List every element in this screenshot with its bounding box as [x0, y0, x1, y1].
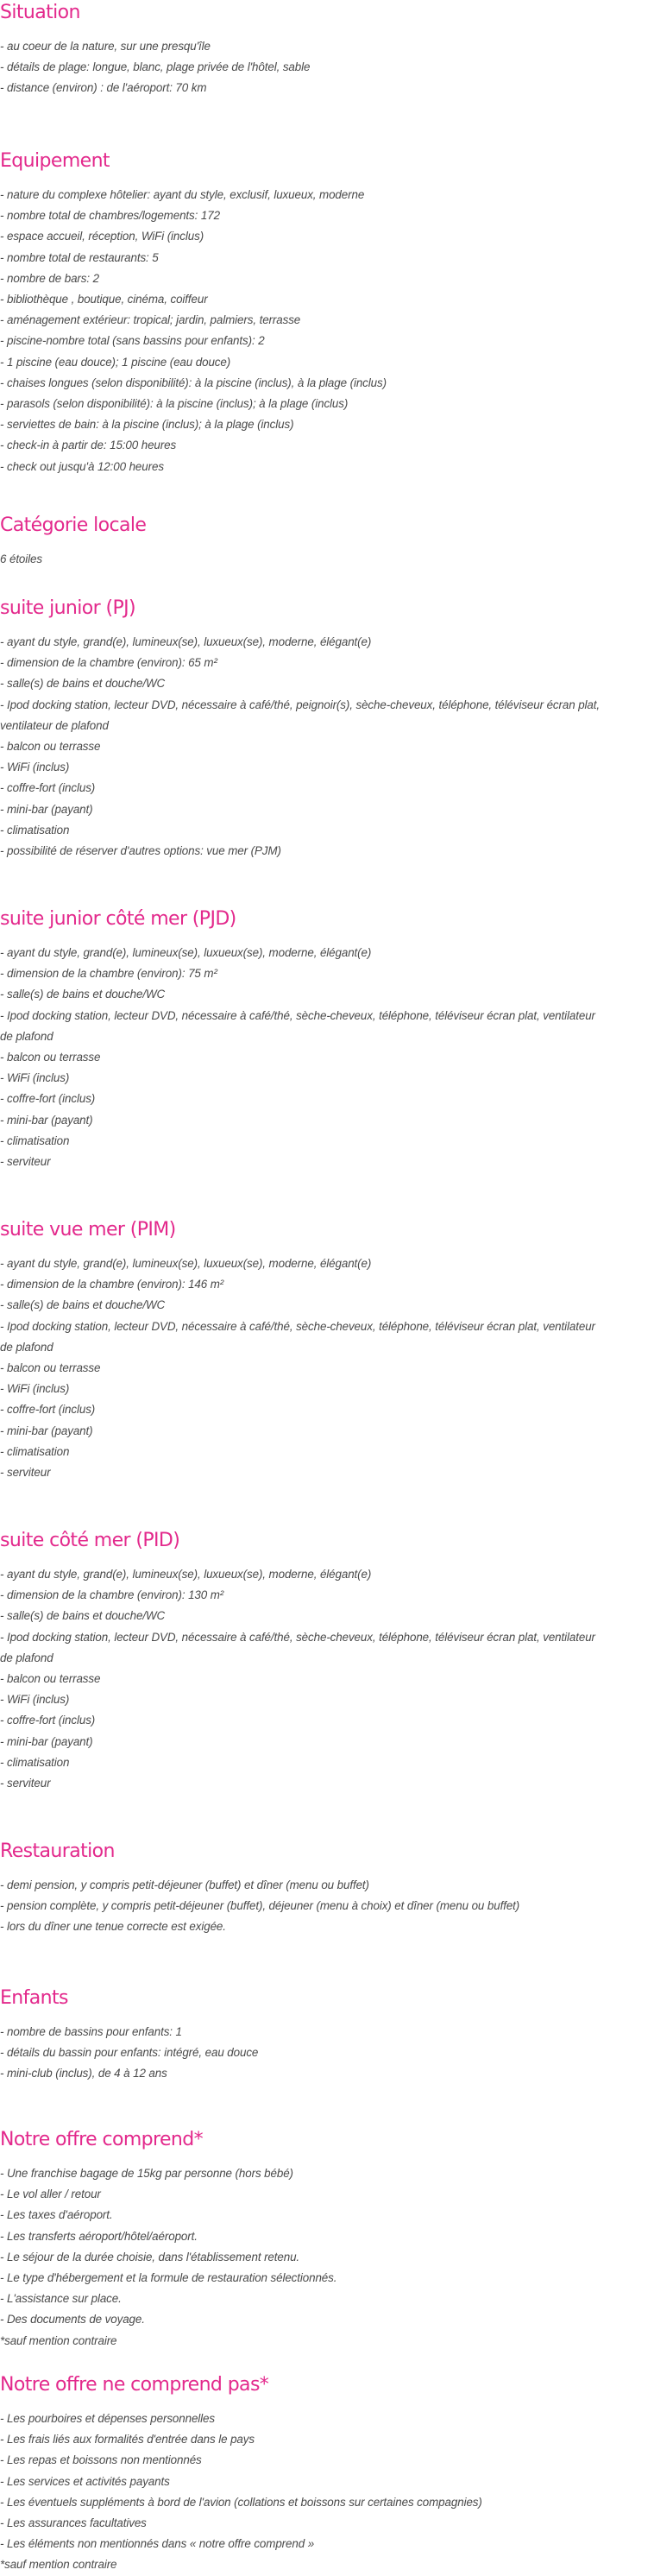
section-line: de plafond [0, 1651, 53, 1664]
section-suite-junior [0, 596, 654, 862]
section-line: - Les pourboires et dépenses personnelles [0, 2412, 215, 2425]
section-lines [0, 1564, 651, 1794]
section-suite-vue-mer [0, 1217, 654, 1483]
section-title: suite côté mer (PID) [0, 1530, 180, 1551]
section-line: - chaises longues (selon disponibilité): à la piscine (inclus), à la plage (inclus) [0, 376, 387, 389]
section-line: - ayant du style, grand(e), lumineux(se), luxueux(se), moderne, élégant(e) [0, 1568, 372, 1581]
section-line: - parasols (selon disponibilité): à la piscine (inclus); à la plage (inclus) [0, 397, 349, 411]
section-line: - détails de plage: longue, blanc, plage privée de l'hôtel, sable [0, 60, 311, 74]
section-categorie-locale [0, 513, 654, 570]
section-lines [0, 1875, 651, 1938]
section-line: - ayant du style, grand(e), lumineux(se), luxueux(se), moderne, élégant(e) [0, 635, 372, 648]
section-line: - nombre total de chambres/logements: 172 [0, 209, 220, 223]
section-title: suite vue mer (PIM) [0, 1219, 176, 1241]
section-line: - climatisation [0, 1133, 70, 1147]
section-line: - nombre de bassins pour enfants: 1 [0, 2025, 182, 2038]
section-line: - balcon ou terrasse [0, 740, 101, 754]
section-line: - nature du complexe hôtelier: ayant du style, exclusif, luxueux, moderne [0, 188, 365, 201]
section-line: - L'assistance sur place. [0, 2292, 122, 2306]
section-line: - check-in à partir de: 15:00 heures [0, 439, 177, 452]
section-lines [0, 36, 651, 99]
section-line: - coffre-fort (inclus) [0, 1092, 96, 1106]
section-line: - balcon ou terrasse [0, 1361, 101, 1375]
section-line: - Ipod docking station, lecteur DVD, nécessaire à café/thé, sèche-cheveux, téléphone, téléviseur écran plat, ventilateur [0, 1319, 595, 1333]
section-title: Situation [0, 2, 80, 23]
section-line: - bibliothèque , boutique, cinéma, coiffeur [0, 293, 208, 306]
section-line: - nombre de bars: 2 [0, 271, 99, 285]
section-line: - Les transferts aéroport/hôtel/aéroport. [0, 2229, 198, 2243]
section-line: - Les éventuels suppléments à bord de l'avion (collations et boissons sur certaines compagnies) [0, 2495, 482, 2509]
section-line: - Les taxes d'aéroport. [0, 2208, 113, 2222]
section-title: Notre offre comprend* [0, 2129, 204, 2150]
section-line: - coffre-fort (inclus) [0, 1403, 96, 1417]
section-line: - serviteur [0, 1777, 51, 1790]
section-equipement [0, 148, 654, 477]
section-line: de plafond [0, 1340, 53, 1354]
section-line: - nombre total de restaurants: 5 [0, 250, 159, 264]
section-line: - lors du dîner une tenue correcte est exigée. [0, 1920, 226, 1934]
section-line: - Des documents de voyage. [0, 2313, 145, 2327]
section-line: - serviettes de bain: à la piscine (inclus); à la plage (inclus) [0, 418, 294, 432]
section-line: - demi pension, y compris petit-déjeuner (buffet) et dîner (menu ou buffet) [0, 1878, 369, 1891]
section-line: - salle(s) de bains et douche/WC [0, 1609, 166, 1623]
section-lines [0, 1253, 651, 1483]
section-line: - mini-club (inclus), de 4 à 12 ans [0, 2067, 167, 2080]
section-title: Restauration [0, 1840, 115, 1862]
section-line: de plafond [0, 1029, 53, 1043]
section-line: - dimension de la chambre (environ): 65 m² [0, 656, 217, 670]
section-lines [0, 549, 651, 570]
section-title: Enfants [0, 1987, 68, 2009]
section-line: - balcon ou terrasse [0, 1051, 101, 1064]
section-line: - serviteur [0, 1155, 51, 1169]
section-lines [0, 2022, 651, 2085]
section-line: - piscine-nombre total (sans bassins pour enfants): 2 [0, 334, 265, 348]
section-line: - dimension de la chambre (environ): 75 m² [0, 967, 217, 981]
section-line: - climatisation [0, 1755, 70, 1769]
section-lines [0, 185, 651, 477]
section-line: - coffre-fort (inclus) [0, 1714, 96, 1727]
section-lines [0, 632, 651, 862]
section-line: - Les frais liés aux formalités d'entrée dans le pays [0, 2433, 255, 2447]
section-line: - au coeur de la nature, sur une presqu'île [0, 40, 211, 53]
section-line: - climatisation [0, 823, 70, 837]
section-line: - aménagement extérieur: tropical; jardin, palmiers, terrasse [0, 313, 301, 327]
section-line: - ayant du style, grand(e), lumineux(se), luxueux(se), moderne, élégant(e) [0, 946, 372, 959]
section-line: - salle(s) de bains et douche/WC [0, 677, 166, 691]
section-line: - Les repas et boissons non mentionnés [0, 2453, 202, 2467]
section-line: - distance (environ) : de l'aéroport: 70 km [0, 81, 207, 95]
footnote-text: *sauf mention contraire [0, 2333, 117, 2347]
section-line: - Le vol aller / retour [0, 2188, 101, 2201]
footnote-text: *sauf mention contraire [0, 2558, 117, 2572]
section-line: - Le séjour de la durée choisie, dans l'établissement retenu. [0, 2250, 300, 2263]
section-line: - mini-bar (payant) [0, 802, 93, 816]
section-lines [0, 2409, 651, 2576]
section-line: - ayant du style, grand(e), lumineux(se), luxueux(se), moderne, élégant(e) [0, 1257, 372, 1270]
section-line: 6 étoiles [0, 552, 42, 565]
section-enfants [0, 1986, 654, 2085]
section-line: - Les assurances facultatives [0, 2516, 147, 2530]
section-lines [0, 2163, 651, 2352]
section-line: - WiFi (inclus) [0, 761, 70, 774]
section-line: - dimension de la chambre (environ): 130 m² [0, 1588, 224, 1602]
section-line: ventilateur de plafond [0, 718, 109, 732]
section-line: - climatisation [0, 1444, 70, 1458]
section-line: - Ipod docking station, lecteur DVD, nécessaire à café/thé, sèche-cheveux, téléphone, téléviseur écran plat, ventilateur [0, 1008, 595, 1022]
section-line: - WiFi (inclus) [0, 1382, 70, 1396]
section-offre-ne-comprend-pas [0, 2372, 654, 2576]
section-line: - pension complète, y compris petit-déjeuner (buffet), déjeuner (menu à choix) et dîner (menu ou buffet) [0, 1899, 520, 1913]
section-line: - balcon ou terrasse [0, 1672, 101, 1686]
section-line: - 1 piscine (eau douce); 1 piscine (eau douce) [0, 355, 231, 369]
section-offre-comprend [0, 2127, 654, 2352]
section-restauration [0, 1839, 654, 1938]
section-title: Notre offre ne comprend pas* [0, 2374, 269, 2396]
section-line: - mini-bar (payant) [0, 1734, 93, 1748]
section-line: - possibilité de réserver d'autres options: vue mer (PJM) [0, 844, 281, 858]
section-suite-cote-mer [0, 1528, 654, 1794]
section-line: - WiFi (inclus) [0, 1693, 70, 1707]
section-line: - coffre-fort (inclus) [0, 781, 96, 795]
section-line: - WiFi (inclus) [0, 1071, 70, 1085]
section-title: Equipement [0, 150, 110, 172]
section-line: - mini-bar (payant) [0, 1113, 93, 1127]
section-line: - Les services et activités payants [0, 2474, 170, 2488]
section-line: - Une franchise bagage de 15kg par personne (hors bébé) [0, 2167, 293, 2180]
section-lines [0, 943, 651, 1172]
section-line: - Ipod docking station, lecteur DVD, nécessaire à café/thé, sèche-cheveux, téléphone, téléviseur écran plat, ventilateur [0, 1630, 595, 1644]
section-title: suite junior (PJ) [0, 597, 136, 619]
section-line: - espace accueil, réception, WiFi (inclus) [0, 230, 204, 243]
section-line: - Le type d'hébergement et la formule de restauration sélectionnés. [0, 2271, 337, 2285]
section-line: - Ipod docking station, lecteur DVD, nécessaire à café/thé, peignoir(s), sèche-cheveux, téléphone, téléviseur écran plat, [0, 698, 601, 711]
section-line: - détails du bassin pour enfants: intégré, eau douce [0, 2046, 259, 2060]
section-line: - salle(s) de bains et douche/WC [0, 988, 166, 1001]
section-line: - Les éléments non mentionnés dans « notre offre comprend » [0, 2537, 315, 2551]
section-line: - salle(s) de bains et douche/WC [0, 1298, 166, 1312]
section-line: - serviteur [0, 1466, 51, 1480]
section-title: Catégorie locale [0, 515, 147, 536]
section-line: - dimension de la chambre (environ): 146 m² [0, 1278, 224, 1291]
section-suite-junior-cote-mer [0, 906, 654, 1172]
section-line: - check out jusqu'à 12:00 heures [0, 459, 164, 473]
section-situation [0, 0, 654, 99]
section-title: suite junior côté mer (PJD) [0, 908, 236, 930]
section-line: - mini-bar (payant) [0, 1424, 93, 1437]
